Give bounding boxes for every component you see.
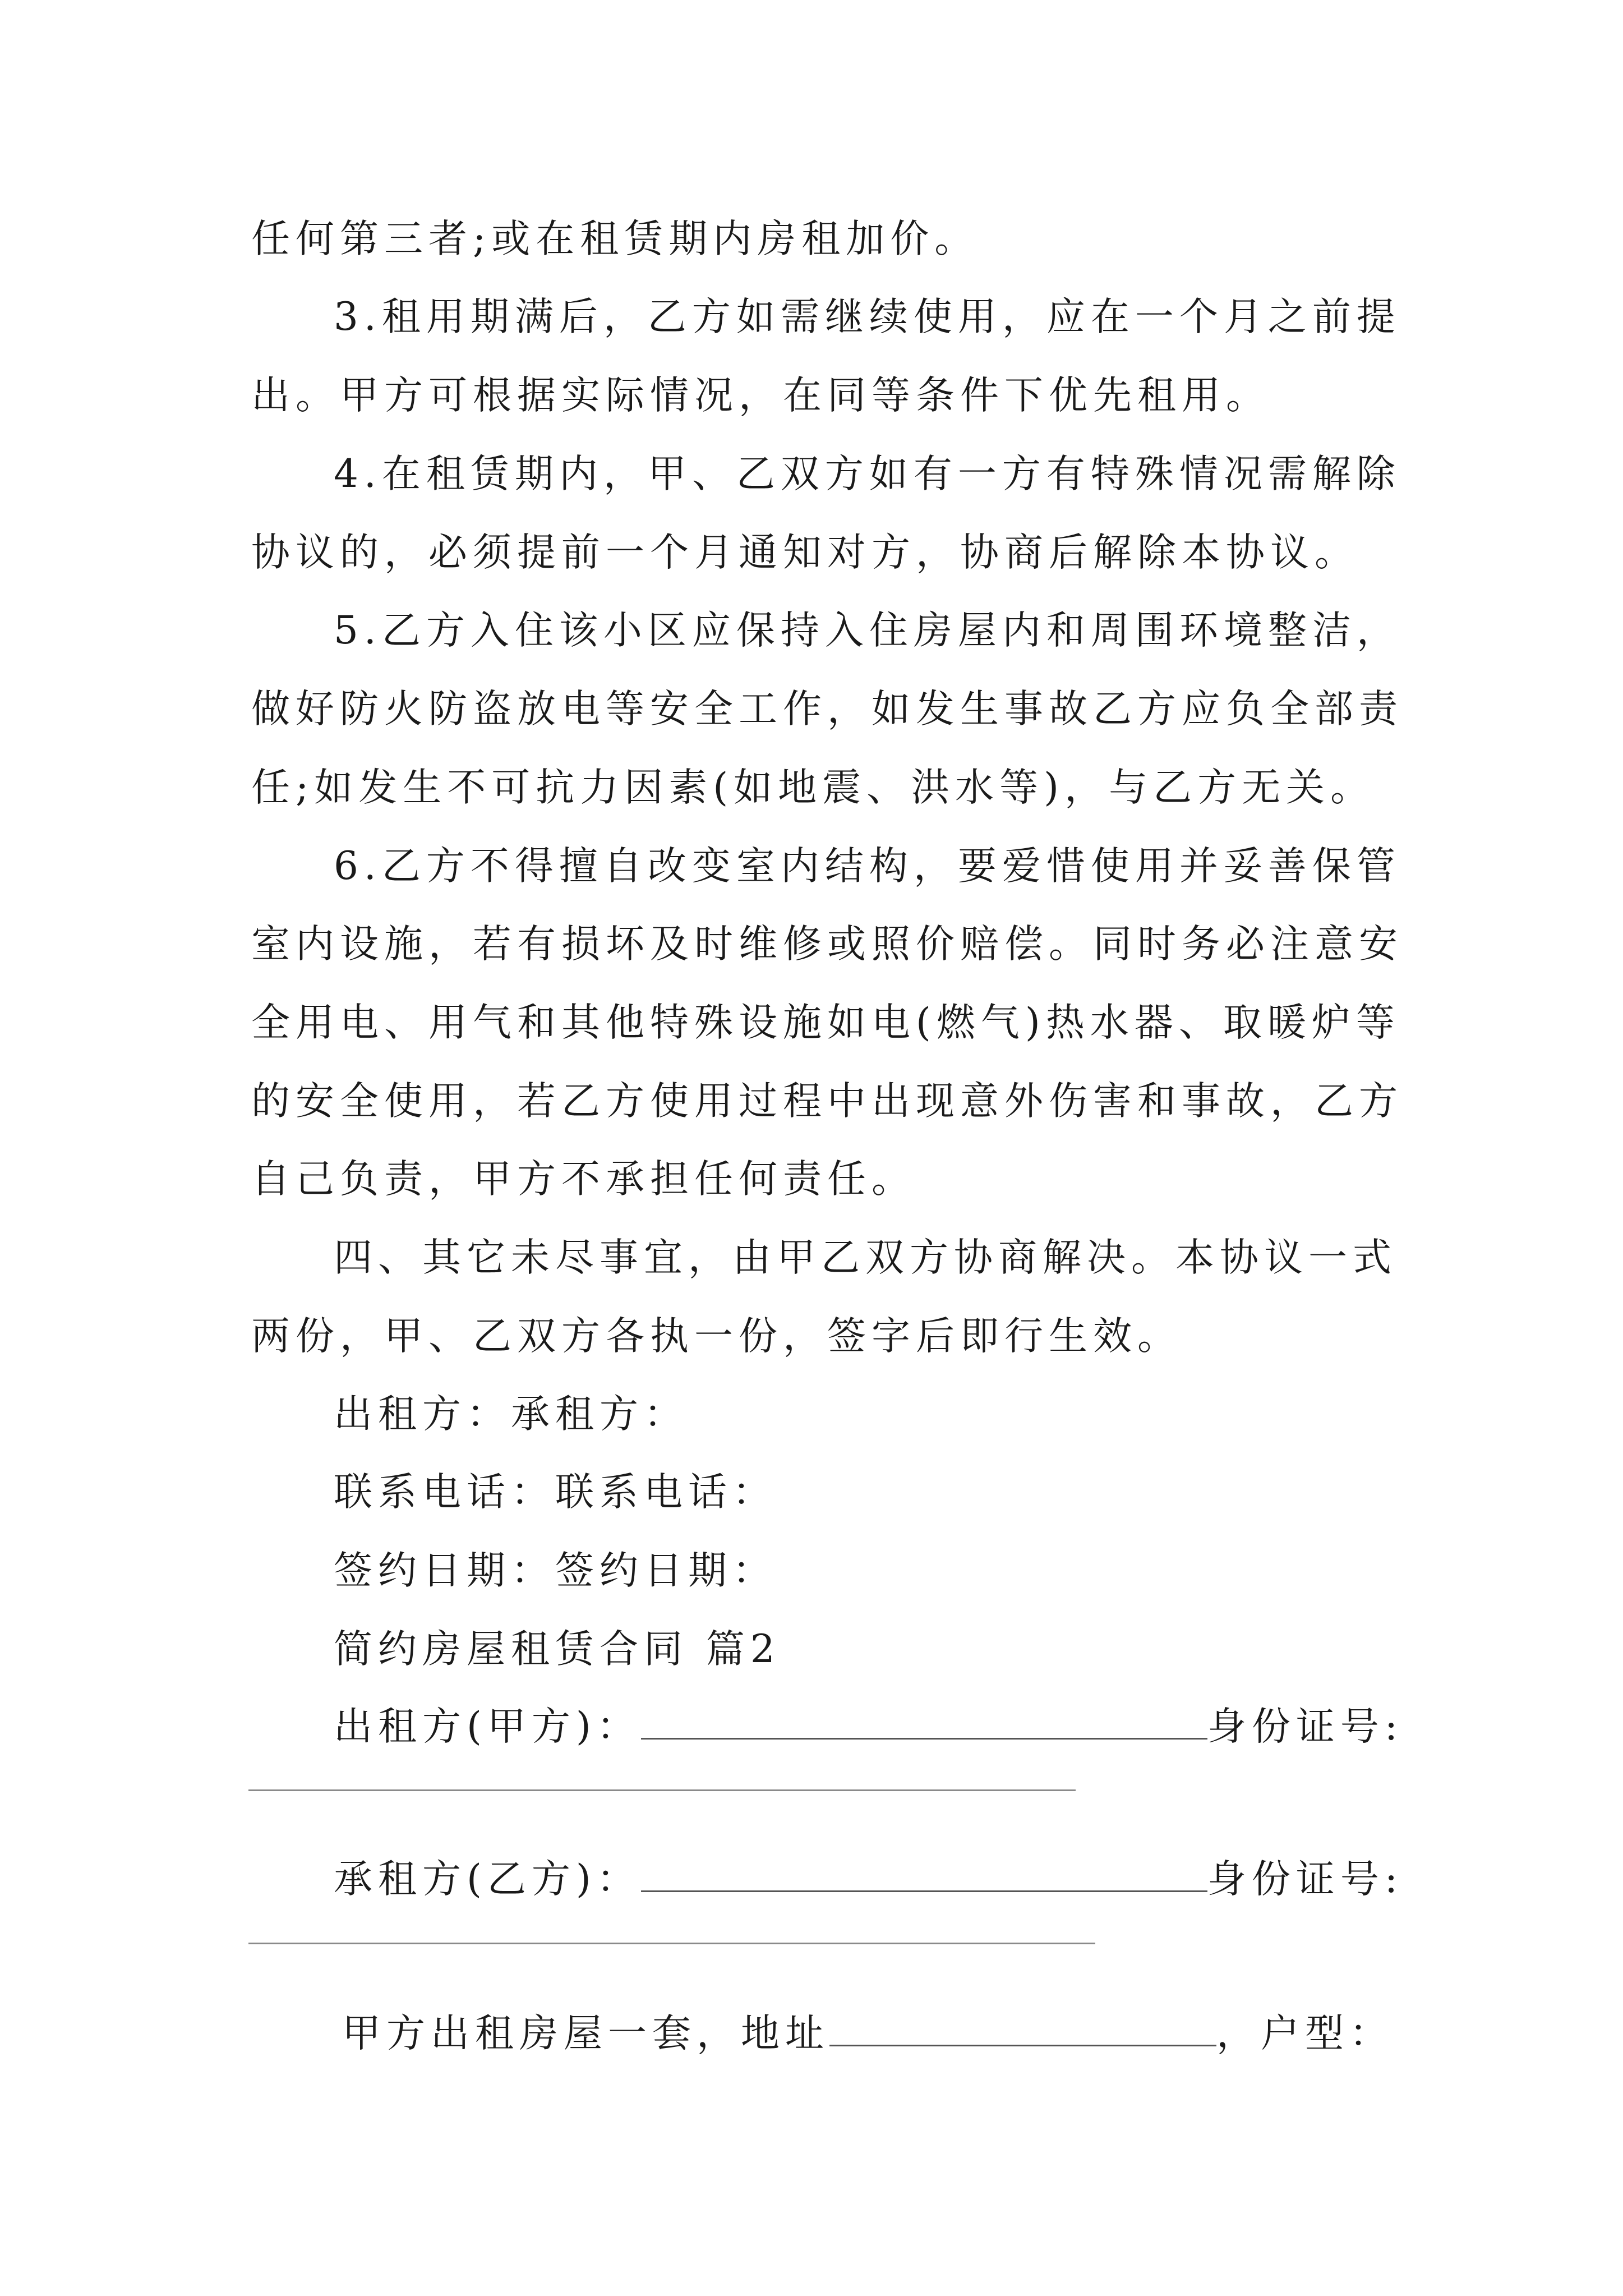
paragraph-line: 出。甲方可根据实际情况，在同等条件下优先租用。 (251, 373, 1270, 418)
contact-phone-line: 联系电话：联系电话： (334, 1470, 777, 1515)
paragraph-line: 室内设施，若有损坏及时维修或照价赔偿。同时务必注意安 (251, 922, 1403, 967)
paragraph-line: 3.租用期满后，乙方如需继续使用，应在一个月之前提 (334, 295, 1401, 339)
address-prefix: 甲方出租房屋一套，地址 (342, 2011, 829, 2056)
address-suffix: ，户型： (1216, 2011, 1394, 2056)
lessor-id-blank (248, 1789, 1076, 1791)
address-line (342, 2007, 1394, 2060)
lessee-name-blank (641, 1856, 1207, 1892)
paragraph-line: 的安全使用，若乙方使用过程中出现意外伤害和事故，乙方 (251, 1079, 1403, 1124)
paragraph-line: 任何第三者;或在租赁期内房租加价。 (251, 217, 979, 261)
lessor-id-label: 身份证号: (1207, 1704, 1404, 1749)
paragraph-line: 四、其它未尽事宜，由甲乙双方协商解决。本协议一式 (334, 1235, 1397, 1280)
paragraph-line: 两份，甲、乙双方各执一份，签字后即行生效。 (251, 1314, 1182, 1359)
paragraph-line: 全用电、用气和其他特殊设施如电(燃气)热水器、取暖炉等 (251, 1000, 1400, 1045)
paragraph-line: 任;如发生不可抗力因素(如地震、洪水等)，与乙方无关。 (251, 765, 1375, 810)
section-title: 简约房屋租赁合同 篇2 (334, 1627, 781, 1672)
lessor-label: 出租方(甲方)： (334, 1704, 641, 1749)
lessee-id-blank (248, 1943, 1095, 1944)
lessor-line (334, 1700, 1403, 1754)
paragraph-line: 自己负责，甲方不承担任何责任。 (251, 1157, 916, 1202)
paragraph-line: 5.乙方入住该小区应保持入住房屋内和周围环境整洁， (334, 608, 1401, 653)
lessee-line (334, 1852, 1403, 1906)
paragraph-line: 做好防火防盗放电等安全工作，如发生事故乙方应负全部责 (251, 687, 1403, 731)
address-blank (829, 2010, 1216, 2046)
paragraph-line: 4.在租赁期内，甲、乙双方如有一方有特殊情况需解除 (334, 452, 1401, 496)
lessee-id-label: 身份证号: (1207, 1857, 1404, 1902)
paragraph-line: 协议的，必须提前一个月通知对方，协商后解除本协议。 (251, 530, 1359, 575)
lessee-label: 承租方(乙方)： (334, 1857, 641, 1902)
sign-date-line: 签约日期：签约日期： (334, 1548, 777, 1593)
paragraph-line: 6.乙方不得擅自改变室内结构，要爱惜使用并妥善保管 (334, 844, 1401, 889)
signature-parties-line: 出租方：承租方： (334, 1392, 688, 1437)
lessor-name-blank (641, 1703, 1207, 1740)
